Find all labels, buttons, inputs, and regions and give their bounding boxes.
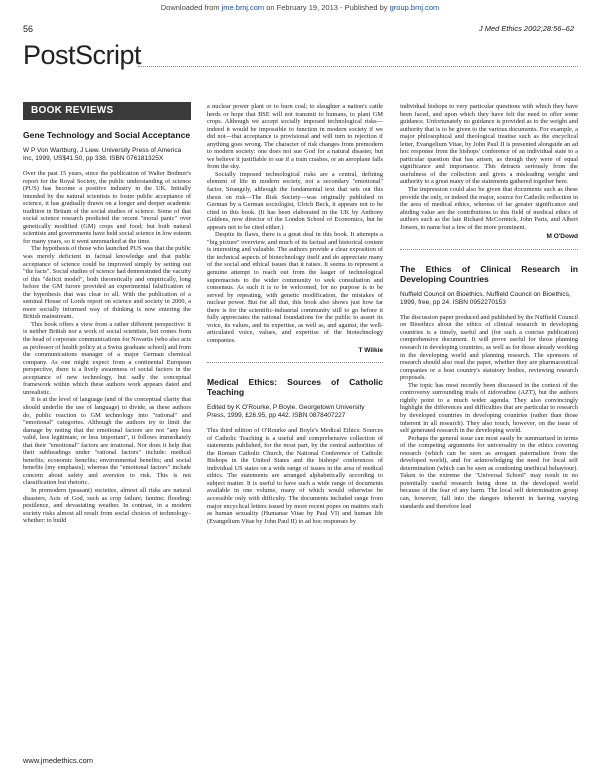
- footer-url: www.jmedethics.com: [23, 756, 94, 765]
- review-3-paragraph: The topic has most recently been discussed in the context of the controversy surrounding trials of zidovudine (AZT), but the authors rightly point to a much wider agenda. They also convincingly highlight the differences and difficulties that are particular to research by developed countries in developing countries (rather than those inherent in all research). They also touch, however, on the issue of self generated research in the developing world.: [400, 381, 578, 435]
- download-suffix: on February 19, 2013 - Published by: [264, 3, 390, 12]
- review-1-paragraph: Socially imposed technological risks are a central, defining element of life in modern society, not a secondary "emotional" factor. Strangely, although the fundamental text that sets out this thesis on risk—The Risk Society—was originally published in German by a German sociologist, Ulrich Beck, it appears not to be cited in this book. (It has been elaborated in the UK by Anthony Giddens, now director of the London School of Economics, but he appears not to be cited either.): [207, 170, 383, 231]
- review-1-paragraph: The hypothesis of those who launched PUS was that the public was merely deficient in factual knowledge and that public acceptance of science could be improved simply by setting out "the facts". Social studies of science had demonstrated the vacuity of this "deficit model", both theoretically and empirically, long before the GM furore provided an experimental falsification of the hypothesis that was clear to all. With the publication of a seminal House of Lords report on science and society in 2000, a more socially informed way of thinking is now entering the British mainstream.: [23, 245, 191, 321]
- download-prefix: Downloaded from: [160, 3, 222, 12]
- review-separator: [400, 249, 578, 250]
- review-1-paragraph: In premodern (peasant) societies, almost all risks are natural disasters, Acts of God, such as crop failure; famine; flooding; pestilence, and devastating weather. In contrast, in a modern society risks almost all result from social choices of technology–whether: to build: [23, 486, 191, 525]
- book-reviews-banner: BOOK REVIEWS: [23, 102, 191, 120]
- review-1-bibliography: W P Von Wartburg, J Liew. University Press of America Inc, 1999, US$41.50, pp 338. ISBN 076181325X: [23, 147, 182, 162]
- review-2-title: Medical Ethics: Sources of Catholic Teaching: [207, 377, 383, 398]
- review-1-title: Gene Technology and Social Acceptance: [23, 130, 191, 140]
- review-3-paragraph: The discussion paper produced and published by the Nuffield Council on Bioethics about the ethics of clinical research in developing countries is a timely, useful and (for such a concise publication) comprehensive document. It will prove useful for those planning research in developing countries, as well as for those already working in the developing world and planning research. The sponsors of research should also read the paper, whether they are pharmaceutical companies or a host country's statutory bodies, reviewing research proposals.: [400, 313, 578, 382]
- review-1-paragraph: Over the past 15 years, since the publication of Walter Bodmer's report for the Royal Society, the public understanding of science (PUS) has become a positive industry in the UK. Initially intended by the natural scientists to foster public acceptance of science, it has gradually drawn on a longer and deeper academic tradition in Britain of the social studies of science. Some of that social science research predicted the recent "moral panic" over genetically modified (GM) crops and food; but both natural scientists and governments have held social science in low esteem for many years, so it went unremarked at the time.: [23, 170, 191, 245]
- page-number: 56: [23, 24, 34, 34]
- review-separator: [207, 362, 383, 363]
- review-2-paragraph: This third edition of O'Rourke and Boyle's Medical Ethics: Sources of Catholic Teaching is a useful and comprehensive collection of statements published, for the most part, by the central authorities of the Roman Catholic Church, the National Conference of Catholic Bishops in the United States and the bishops' conferences of individual US states on a wide range of issues in the area of medical ethics. The statements are arranged alphabetically according to subject matter. It is useful to have such a wide range of documents available in one volume, many of which would otherwise be accessible only with difficulty. The documents included range from major encyclical letters issued by more recent popes on matters such as human sexuality (Humanae Vitae by Paul VI) and human life (Evangelium Vitae by John Paul II) to ad hoc responses by: [207, 427, 383, 525]
- review-3-bibliography: Nuffield Council on Bioethics. Nuffield Council on Bioethics, 1999, free, pp 24. ISBN 0952270153: [400, 290, 571, 306]
- review-2-bibliography: Edited by K O'Rourke, P Boyle. Georgetown University Press, 1999, £26.95, pp 442. ISBN 0878407227: [207, 404, 365, 420]
- review-1-paragraph: Despite its flaws, there is a great deal in this book. It attempts a "big picture" overview, and much of its factual and historical content is interesting and valuable. The authors provide a clear exposition of the technical aspects of biotechnology itself and do appreciate many of the social and ethical issues that it raises. It seems to represent a genuine attempt to reach out from the laager of technological supremacists to the wider community to seek consultation and consensus. As such it is to be welcomed, for no purpose is to be served by repeating, with genetic modification, the mistakes of nuclear power. But for all that, this book also shows just how far there is for the scientific-industrial community still to go before it fully appreciates the rational foundations for the public to assert its voice, its values, and its expertise, as well as, and against, the well-articulated voice, values, and expertise of the biotechnology companies.: [207, 231, 383, 344]
- review-2-paragraph: individual bishops to very particular questions with which they have been faced, and upon which they have felt the need to offer some guidance. Unfortunately no guidance is provided as to the weight and authority that is to be given to the various documents. For example, a major philosophical and theological treatise such as the encyclical letter, Evangelium Vitae, by John Paul II is presented alongside an ad hoc response from the bishops' conference of an individual state to a particular question that has arisen, as though they were of equal significance and importance. This detracts seriously from the usefulness of the collection and gives a misleading weight and authority to a great many of the statements gathered together here.: [400, 103, 578, 186]
- review-3-paragraph: Perhaps the general issue can most easily be summarised in terms of the competing arguments for universality in the ethics covering research (which can be seen as arrogant paternalism from the developed world), and for acknowledging the need for local self determination (which can be seen as condoning unethical behaviour). Taken to the extreme the "Universal School" may result in no potentially useful research being done in the developed world because of the fear of any harm. The local self determination group can, however, fall into the dangers inherent in having varying standards and therefore lead: [400, 434, 578, 510]
- review-1-paragraph: This book offers a view from a rather different perspective: it is neither British nor a work of social scientists, but comes from the head of corporate communications for Novartis (who also acts as professor of health policy at a Swiss graduate school) and from the communications manager of a major German chemical company. As one might expect from a continental European perspective, there is a lively awareness of social factors in the acceptance of new technology, but sadly the conceptual framework within which these authors work appears dated and unrealistic.: [23, 320, 191, 396]
- column-2: [207, 103, 383, 525]
- section-rule: [138, 66, 578, 67]
- review-2-signature: M O'Dowd: [546, 233, 578, 241]
- column-3: [400, 103, 578, 510]
- review-2-paragraph: The impression could also be given that documents such as these provide the only, or indeed the major, source for Catholic reflection in the area of medical ethics, whereas of far greater significance and abiding value are the contributions to this field of medical ethics of authors such as the late Richard McCormick, John Paris, and Albert Jonsen, to name but a few of the more prominent.: [400, 186, 578, 231]
- publisher-url-link[interactable]: group.bmj.com: [389, 3, 440, 12]
- section-title: PostScript: [23, 40, 142, 70]
- download-url-link[interactable]: jme.bmj.com: [221, 3, 265, 12]
- review-3-title: The Ethics of Clinical Research in Developing Countries: [400, 263, 578, 284]
- journal-reference: J Med Ethics 2002;28:56–62: [478, 24, 574, 33]
- download-notice: [0, 3, 600, 12]
- review-1-signature: T Wilkie: [358, 346, 383, 354]
- column-1: [23, 130, 191, 525]
- review-1-paragraph: a nuclear power plant or to burn coal; to slaughter a nation's cattle herds or hope that BSE will not transmit to humans, to plant GM crops. Although we accept socially imposed technological risks—indeed it would be impossible to function in modern society if we did not—that acceptance is provisional and will turn to rejection if anything goes wrong. The character of risk changes from premodern to modern society: one does not sue God for a natural disaster, but we believe it justifiable to sue if a train crashes, or an aeroplane falls from the sky.: [207, 103, 383, 171]
- review-1-paragraph: It is at the level of language (and of the conceptual clarity that should underlie the use of language) to divide, as these authors do, public reaction to GM technology into "rational" and "emotional" categories. Although the authors try to limit the damage by noting that the emotional factors are not "any less valid, less legitimate, or less important", it follows immediately that their "emotional" factors are irrational. Nor does it help that their subheadings under "rational factors" include: medical benefits; economic benefits; environmental benefits; and social benefits [my emphasis]; whereas the "emotional factors" include concern about safety and aversion to risk. This is not classification but rhetoric.: [23, 396, 191, 487]
